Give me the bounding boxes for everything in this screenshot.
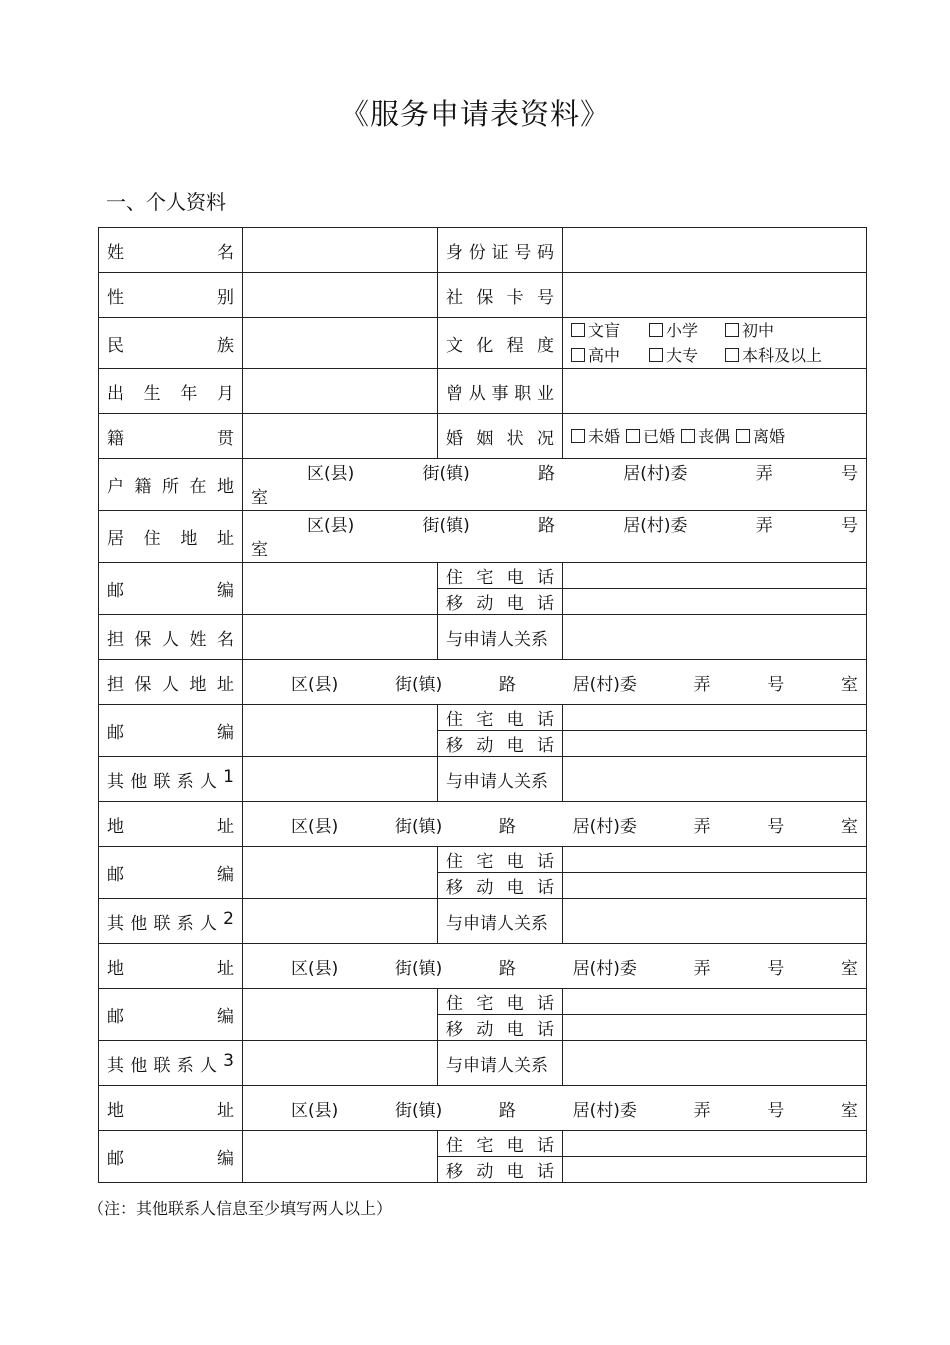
relation-field[interactable] [563,615,867,660]
contact-2-address-field[interactable] [243,944,867,989]
label-household: 户 籍 所 在 地 [99,459,243,511]
address-part-label: 街(镇) [394,1100,443,1121]
mobile-field[interactable] [563,731,867,757]
label-home-phone: 住 宅 电 话 [438,989,563,1015]
application-form-table [98,227,867,1183]
address-part-label: 弄 [693,958,711,979]
marital-options [563,414,867,459]
household-address-field[interactable]: 区(县) 街(镇) 路 居(村)委 弄 号 室 [243,459,867,511]
checkbox-icon[interactable] [571,348,585,362]
native-field[interactable] [243,414,438,459]
label-residence: 居 住 地 址 [99,511,243,563]
address-part-label: 路 [538,515,555,536]
address-part-label: 室 [840,674,858,695]
address-part-label: 街(镇) [394,958,443,979]
label-contact-3: 其 他 联 系 人 3 [99,1041,243,1086]
marital-option[interactable]: 丧偶 [681,424,730,449]
label-mobile: 移 动 电 话 [438,1015,563,1041]
label-mobile: 移 动 电 话 [438,873,563,899]
checkbox-icon[interactable] [649,323,663,337]
label-birth: 出 生 年 月 [99,369,243,414]
address-part-label: 街(镇) [394,674,443,695]
postcode-field[interactable] [243,705,438,757]
gender-field[interactable] [243,273,438,318]
guarantor-name-field[interactable] [243,615,438,660]
marital-option[interactable]: 已婚 [626,424,675,449]
address-part-label: 区(县) [307,515,355,536]
label-social-card: 社 保 卡 号 [438,273,563,318]
checkbox-icon[interactable] [725,348,739,362]
label-contact-1: 其 他 联 系 人 1 [99,757,243,802]
relation-field[interactable] [563,1041,867,1086]
address-part-label: 弄 [693,1100,711,1121]
label-ethnicity: 民 族 [99,318,243,369]
label-postcode: 邮 编 [99,989,243,1041]
education-option[interactable]: 高中 [571,343,635,368]
checkbox-icon[interactable] [736,429,750,443]
address-part-label: 弄 [693,674,711,695]
label-home-phone: 住 宅 电 话 [438,563,563,589]
label-gender: 性 别 [99,273,243,318]
marital-option[interactable]: 未婚 [571,424,620,449]
home-phone-field[interactable] [563,705,867,731]
address-part-label: 区(县) [291,1100,339,1121]
mobile-field[interactable] [563,1015,867,1041]
relation-field[interactable] [563,757,867,802]
education-option[interactable]: 本科及以上 [725,343,822,368]
label-address: 地 址 [99,944,243,989]
label-address: 地 址 [99,802,243,847]
label-relation: 与申请人关系 [438,1041,563,1086]
address-part-label: 路 [498,816,516,837]
address-part-label: 街(镇) [422,463,470,484]
mobile-field[interactable] [563,589,867,615]
postcode-field[interactable] [243,1131,438,1183]
label-education: 文 化 程 度 [438,318,563,369]
address-part-label: 号 [767,958,785,979]
address-part-label: 弄 [755,463,773,484]
label-mobile: 移 动 电 话 [438,731,563,757]
home-phone-field[interactable] [563,847,867,873]
contact-3-field[interactable] [243,1041,438,1086]
mobile-field[interactable] [563,1157,867,1183]
address-part-label: 区(县) [307,463,355,484]
postcode-field[interactable] [243,563,438,615]
label-postcode: 邮 编 [99,847,243,899]
address-part-label: 室 [840,816,858,837]
label-home-phone: 住 宅 电 话 [438,705,563,731]
address-part-label: 居(村)委 [572,674,637,695]
label-mobile: 移 动 电 话 [438,1157,563,1183]
section-heading: 一、个人资料 [106,190,226,214]
label-occupation: 曾 从 事 职 业 [438,369,563,414]
occupation-field[interactable] [563,369,867,414]
address-part-label: 弄 [693,816,711,837]
label-native: 籍 贯 [99,414,243,459]
contact-3-address-field[interactable] [243,1086,867,1131]
label-address: 地 址 [99,1086,243,1131]
address-part-label: 居(村)委 [572,958,637,979]
address-part-label: 区(县) [291,674,339,695]
label-mobile: 移 动 电 话 [438,589,563,615]
label-id-number: 身 份 证 号 码 [438,228,563,273]
home-phone-field[interactable] [563,563,867,589]
address-part-label: 居(村)委 [623,515,688,536]
checkbox-icon[interactable] [649,348,663,362]
label-name: 姓 名 [99,228,243,273]
mobile-field[interactable] [563,873,867,899]
label-guarantor-addr: 担 保 人 地 址 [99,660,243,705]
label-postcode: 邮 编 [99,563,243,615]
address-part-label: 居(村)委 [572,1100,637,1121]
home-phone-field[interactable] [563,989,867,1015]
address-part-label: 街(镇) [394,816,443,837]
ethnicity-field[interactable] [243,318,438,369]
label-home-phone: 住 宅 电 话 [438,1131,563,1157]
label-relation: 与申请人关系 [438,615,563,660]
education-option[interactable]: 初中 [725,318,774,343]
address-part-label: 号 [767,674,785,695]
address-part-label: 室 [840,958,858,979]
address-part-label: 号 [840,515,858,536]
education-options [563,318,867,369]
address-part-label: 路 [498,1100,516,1121]
education-option[interactable]: 文盲 [571,318,635,343]
postcode-field[interactable] [243,847,438,899]
label-postcode: 邮 编 [99,705,243,757]
checkbox-icon[interactable] [571,323,585,337]
checkbox-icon[interactable] [725,323,739,337]
contact-1-address-field[interactable] [243,802,867,847]
address-part-label: 居(村)委 [623,463,688,484]
birth-field[interactable] [243,369,438,414]
footnote: （注：其他联系人信息至少填写两人以上） [88,1199,393,1218]
name-field[interactable] [243,228,438,273]
label-relation: 与申请人关系 [438,899,563,944]
address-part-label: 街(镇) [422,515,470,536]
label-postcode: 邮 编 [99,1131,243,1183]
postcode-field[interactable] [243,989,438,1041]
address-part-label: 号 [840,463,858,484]
contact-2-field[interactable] [243,899,438,944]
address-part-label: 区(县) [291,958,339,979]
label-guarantor-name: 担 保 人 姓 名 [99,615,243,660]
social-card-field[interactable] [563,273,867,318]
marital-option[interactable]: 离婚 [736,424,785,449]
checkbox-icon[interactable] [571,429,585,443]
contact-1-field[interactable] [243,757,438,802]
relation-field[interactable] [563,899,867,944]
address-part-label: 路 [498,674,516,695]
label-relation: 与申请人关系 [438,757,563,802]
education-option[interactable]: 大专 [649,343,711,368]
address-part-label: 号 [767,1100,785,1121]
address-part-label: 室 [840,1100,858,1121]
address-part-label: 路 [538,463,555,484]
residence-address-field[interactable]: 区(县) 街(镇) 路 居(村)委 弄 号 室 [243,511,867,563]
address-part-label: 号 [767,816,785,837]
label-contact-2: 其 他 联 系 人 2 [99,899,243,944]
education-option[interactable]: 小学 [649,318,711,343]
address-part-label: 居(村)委 [572,816,637,837]
label-home-phone: 住 宅 电 话 [438,847,563,873]
id-number-field[interactable] [563,228,867,273]
address-part-label: 区(县) [291,816,339,837]
address-part-label: 弄 [755,515,773,536]
label-marital: 婚 姻 状 况 [438,414,563,459]
address-part-label: 路 [498,958,516,979]
form-title: 《服务申请表资料》 [339,97,610,131]
home-phone-field[interactable] [563,1131,867,1157]
guarantor-address-field[interactable] [243,660,867,705]
checkbox-icon[interactable] [626,429,640,443]
checkbox-icon[interactable] [681,429,695,443]
